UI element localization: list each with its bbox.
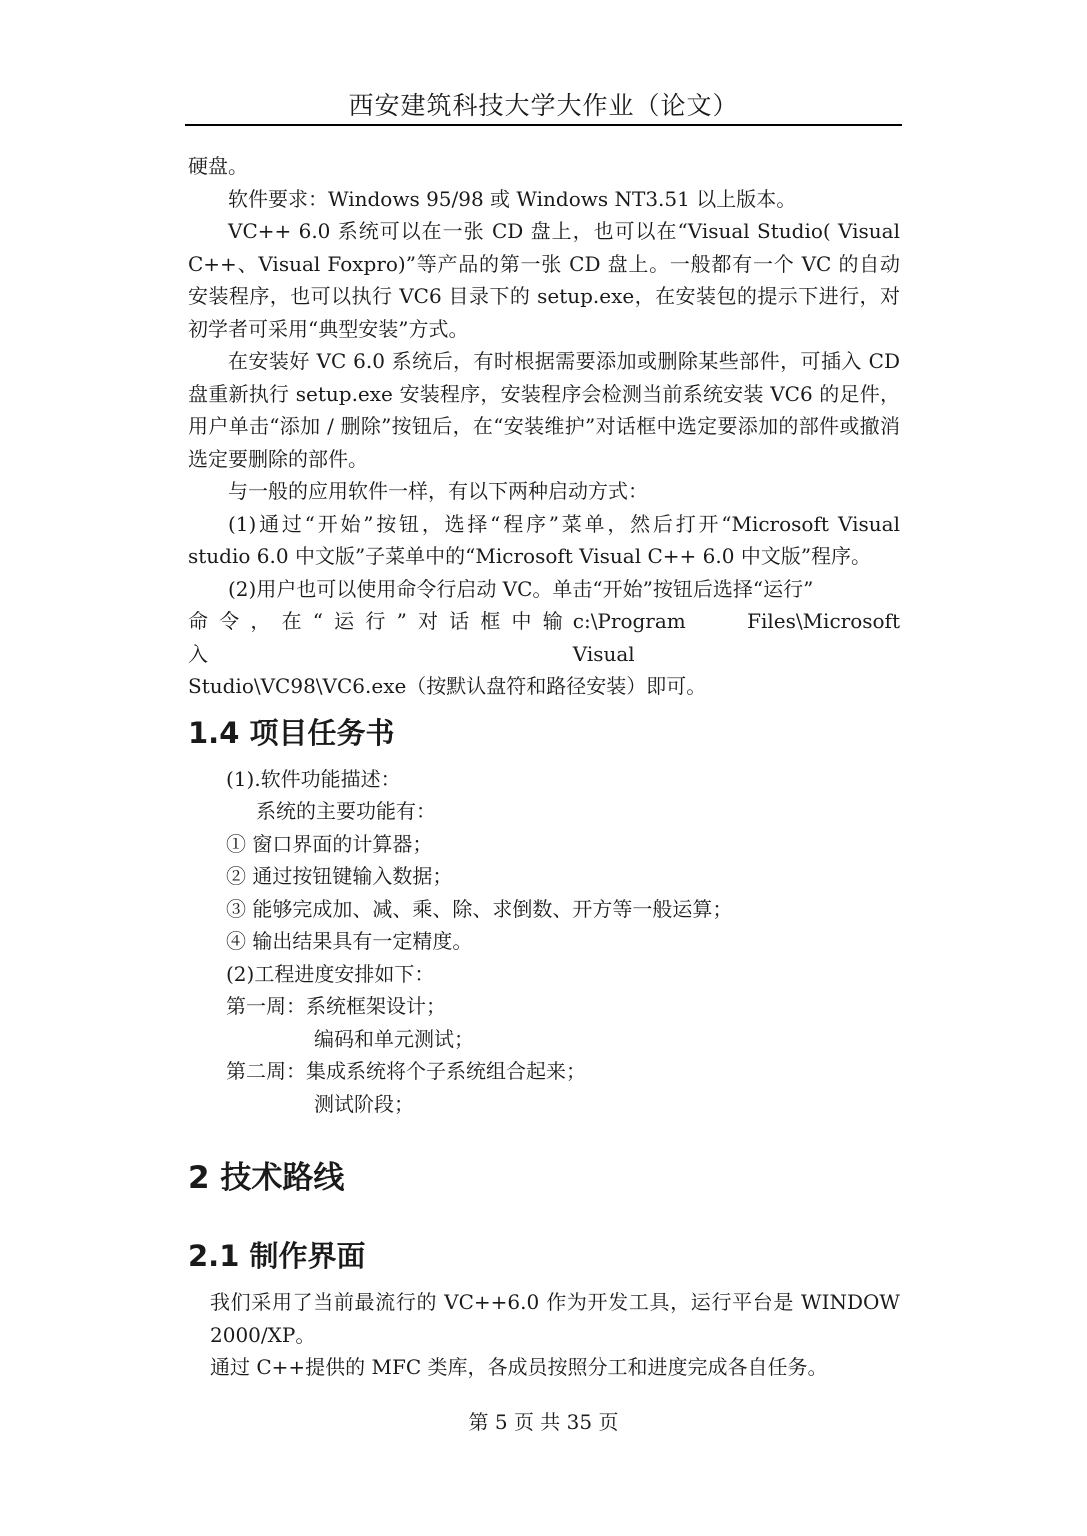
paragraph-vc-cd-install: VC++ 6.0 系统可以在一张 CD 盘上，也可以在“Visual Studio( Visual C++、Visual Foxpro)”等产品的第一张 CD 盘上。一般都有一个 VC 的自动安装程序，也可以执行 VC6 目录下的 setup.exe，在安装包的提示下进行，对初学者可采用“典型安装”方式。 — [188, 219, 900, 341]
task-item-2: (2)工程进度安排如下： — [226, 961, 435, 986]
paragraph-mfc: 通过 C++提供的 MFC 类库，各成员按照分工和进度完成各自任务。 — [210, 1355, 828, 1379]
paragraph-command-line-a: (2)用户也可以使用命令行启动 VC。单击“开始”按钮后选择“运行” — [228, 576, 814, 601]
page-content — [188, 150, 900, 1384]
schedule-week-2-b: 测试阶段； — [314, 1091, 414, 1116]
paragraph-command-line-b — [188, 605, 900, 670]
task-item-1: (1).软件功能描述： — [226, 766, 401, 791]
paragraph-add-remove-components: 在安装好 VC 6.0 系统后，有时根据需要添加或删除某些部件，可插入 CD 盘重新执行 setup.exe 安装程序，安装程序会检测当前系统安装 VC6 的足件，用户单击“添加 / 删除”按钮后，在“安装维护”对话框中选定要添加的部件或撤消选定要删除的部件。 — [188, 349, 900, 471]
section-2-heading: 2 技术路线 — [188, 1160, 345, 1196]
paragraph-software-requirements: 软件要求：Windows 95/98 或 Windows NT3.51 以上版本。 — [228, 186, 797, 211]
paragraph-disk: 硬盘。 — [188, 154, 248, 178]
paragraph-command-line-c: Studio\VC98\VC6.exe（按默认盘符和路径安装）即可。 — [188, 674, 707, 698]
paragraph-startup-methods: 与一般的应用软件一样，有以下两种启动方式： — [228, 479, 648, 503]
function-item-1: ① 窗口界面的计算器； — [226, 831, 433, 856]
section-2-1-heading: 2.1 制作界面 — [188, 1239, 366, 1273]
page-header-title: 西安建筑科技大学大作业（论文） — [348, 91, 739, 120]
page-number: 第 5 页 共 35 页 — [468, 1410, 619, 1434]
function-item-3: ③ 能够完成加、减、乘、除、求倒数、开方等一般运算； — [226, 896, 733, 921]
schedule-week-1: 第一周：系统框架设计； — [226, 994, 446, 1018]
schedule-week-2: 第二周：集成系统将个子系统组合起来； — [226, 1059, 586, 1083]
section-1-4-heading: 1.4 项目任务书 — [188, 715, 395, 750]
task-functions-intro: 系统的主要功能有： — [256, 799, 436, 823]
function-item-2: ② 通过按钮键输入数据； — [226, 864, 453, 888]
run-dialog-text: 命令，在“运行”对话框中输入 — [188, 609, 573, 666]
function-item-4: ④ 输出结果具有一定精度。 — [226, 929, 473, 953]
paragraph-dev-tools: 我们采用了当前最流行的 VC++6.0 作为开发工具，运行平台是 WINDOW 2000/XP。 — [210, 1290, 900, 1347]
program-path-text: c:\Program Files\Microsoft Visual — [572, 609, 900, 666]
paragraph-start-menu: (1)通过“开始”按钮，选择“程序”菜单，然后打开“Microsoft Visual studio 6.0 中文版”子菜单中的“Microsoft Visual C++ 6.0 中文版”程序。 — [188, 511, 900, 568]
header-divider — [185, 124, 902, 126]
schedule-week-1-b: 编码和单元测试； — [314, 1026, 474, 1051]
